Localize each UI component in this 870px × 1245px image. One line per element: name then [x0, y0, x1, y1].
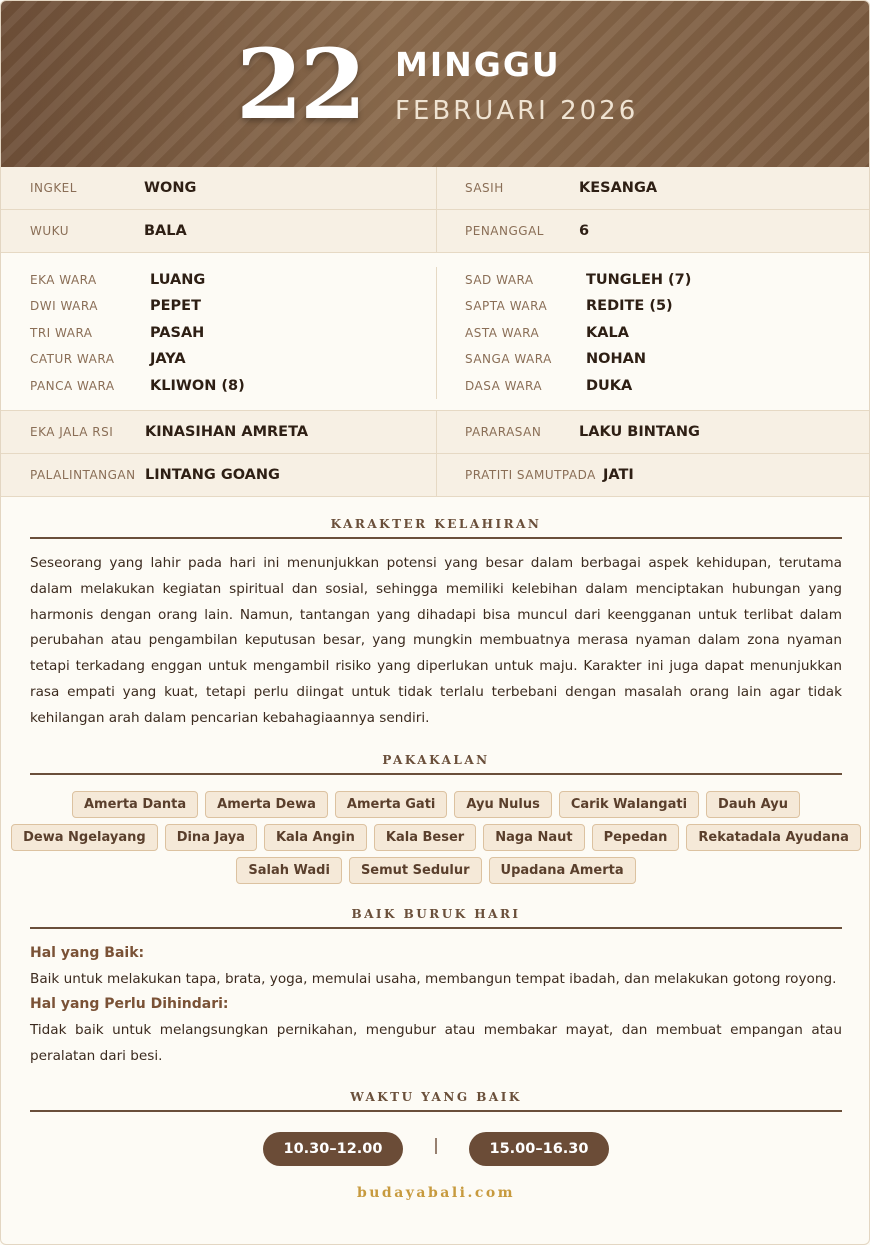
karakter-divider	[30, 537, 842, 539]
panca-wara-value: KLIWON (8)	[150, 377, 245, 394]
wara-row	[436, 293, 870, 319]
wara-row	[1, 293, 436, 319]
month-year: FEBRUARI 2026	[395, 96, 639, 126]
penanggal-cell	[436, 210, 870, 253]
avoid-heading: Hal yang Perlu Dihindari:	[30, 996, 229, 1012]
sanga-wara-label: SANGA WARA	[465, 352, 552, 367]
pakakalan-divider	[30, 773, 842, 775]
chip-row	[23, 824, 849, 851]
pakakalan-chips	[23, 791, 849, 890]
catur-wara-label: CATUR WARA	[30, 352, 115, 367]
wara-row	[1, 373, 436, 399]
palalintangan-cell	[1, 454, 436, 497]
day-name: MINGGU	[395, 45, 561, 84]
eka-jala-rsi-cell	[1, 411, 436, 454]
pakakalan-title: PAKAKALAN	[382, 753, 490, 767]
chip-row	[30, 791, 842, 818]
good-heading: Hal yang Baik:	[30, 945, 145, 961]
time-slot-2: 15.00–16.30	[469, 1132, 609, 1166]
waktu-title: WAKTU YANG BAIK	[350, 1090, 522, 1104]
good-text: Baik untuk melakukan tapa, brata, yoga, memulai usaha, membangun tempat ibadah, dan melakukan gotong royong.	[30, 971, 837, 987]
pratiti-value: JATI	[603, 467, 634, 483]
site-footer: budayabali.com	[356, 1185, 516, 1201]
info-row-wuku-penanggal	[1, 210, 870, 253]
palalintangan-value: LINTANG GOANG	[145, 467, 280, 483]
asta-wara-value: KALA	[586, 324, 629, 341]
dasa-wara-label: DASA WARA	[465, 378, 543, 393]
time-separator	[435, 1138, 437, 1154]
time-slot-1: 10.30–12.00	[263, 1132, 403, 1166]
ingkel-cell	[1, 167, 436, 210]
pakakalan-chip: Rekatadala Ayudana	[686, 824, 861, 851]
wuku-label: WUKU	[30, 224, 69, 238]
chip-row	[30, 857, 842, 884]
wara-row	[436, 267, 870, 293]
wara-row	[436, 346, 870, 372]
tri-wara-label: TRI WARA	[30, 325, 93, 340]
dwi-wara-label: DWI WARA	[30, 299, 98, 314]
eka-wara-label: EKA WARA	[30, 273, 97, 287]
pakakalan-chip: Dina Jaya	[165, 824, 257, 851]
eka-jala-rsi-value: KINASIHAN AMRETA	[145, 424, 309, 440]
pakakalan-chip: Amerta Danta	[72, 791, 198, 818]
sad-wara-value: TUNGLEH (7)	[586, 272, 692, 288]
sapta-wara-label: SAPTA WARA	[465, 299, 548, 314]
penanggal-value: 6	[579, 223, 590, 239]
eka-wara-value: LUANG	[150, 272, 206, 288]
baik-buruk-title: BAIK BURUK HARI	[351, 907, 521, 921]
sasih-cell	[436, 167, 870, 210]
tri-wara-value: PASAH	[150, 324, 205, 341]
wara-row	[436, 320, 870, 346]
wara-column-left	[1, 267, 436, 399]
pakakalan-chip: Dauh Ayu	[706, 791, 800, 818]
pratiti-label: PRATITI SAMUTPADA	[465, 468, 596, 482]
pakakalan-chip: Amerta Dewa	[205, 791, 328, 818]
pratiti-cell	[436, 454, 870, 497]
panca-wara-label: PANCA WARA	[30, 378, 115, 393]
pakakalan-chip: Kala Beser	[374, 824, 476, 851]
karakter-text: Seseorang yang lahir pada hari ini menunjukkan potensi yang besar dalam berbagai aspek kehidupan, terutama dalam melakukan kegiatan spiritual dan sosial, sehingga memiliki kelebihan dalam menciptakan hubungan yang harmonis dengan orang lain. Namun, tantangan yang dihadapi bisa muncul dari keengganan untuk terlibat dalam perubahan atau pengambilan keputusan besar, yang mungkin membuatnya merasa nyaman dalam zona nyaman tetapi terkadang enggan untuk mengambil risiko yang diperlukan untuk maju. Karakter ini juga dapat menunjukkan rasa empati yang kuat, tetapi perlu diingat untuk tidak terlalu terbebani dengan masalah orang lain agar tidak kehilangan arah dalam pencarian kebahagiaannya sendiri.	[30, 555, 842, 726]
pararasan-value: LAKU BINTANG	[579, 424, 700, 440]
pakakalan-chip: Salah Wadi	[236, 857, 342, 884]
pakakalan-chip: Amerta Gati	[335, 791, 447, 818]
karakter-title: KARAKTER KELAHIRAN	[330, 517, 542, 531]
avoid-text: Tidak baik untuk melangsungkan pernikahan, mengubur atau membakar mayat, dan membuat empangan atau peralatan dari besi.	[30, 1022, 842, 1064]
sasih-value: KESANGA	[579, 180, 658, 196]
wuku-cell	[1, 210, 436, 253]
wara-grid	[1, 253, 870, 411]
pakakalan-chip: Upadana Amerta	[489, 857, 636, 884]
asta-wara-label: ASTA WARA	[465, 325, 540, 340]
info-row-ekajala-pararasan	[1, 411, 870, 454]
wara-row	[1, 346, 436, 372]
pakakalan-chip: Naga Naut	[483, 824, 584, 851]
sad-wara-label: SAD WARA	[465, 273, 534, 287]
wara-row	[436, 373, 870, 399]
eka-jala-rsi-label: EKA JALA RSI	[30, 425, 114, 439]
wara-row	[1, 267, 436, 293]
info-row-palalintangan-pratiti	[1, 454, 870, 497]
ingkel-value: WONG	[144, 180, 197, 196]
pararasan-cell	[436, 411, 870, 454]
dwi-wara-value: PEPET	[150, 298, 201, 315]
sapta-wara-value: REDITE (5)	[586, 298, 673, 315]
date-header	[1, 1, 870, 167]
pakakalan-chip: Pepedan	[592, 824, 680, 851]
dasa-wara-value: DUKA	[586, 377, 633, 394]
penanggal-label: PENANGGAL	[465, 224, 544, 238]
waktu-divider	[30, 1110, 842, 1112]
baik-buruk-divider	[30, 927, 842, 929]
sasih-label: SASIH	[465, 181, 504, 195]
pakakalan-chip: Kala Angin	[264, 824, 367, 851]
pakakalan-chip: Dewa Ngelayang	[11, 824, 158, 851]
wuku-value: BALA	[144, 223, 187, 239]
sanga-wara-value: NOHAN	[586, 351, 646, 368]
pararasan-label: PARARASAN	[465, 425, 542, 439]
ingkel-label: INGKEL	[30, 181, 77, 195]
wara-column-right	[436, 267, 870, 399]
pakakalan-chip: Ayu Nulus	[454, 791, 551, 818]
day-number: 22	[236, 28, 364, 141]
palalintangan-label: PALALINTANGAN	[30, 468, 136, 482]
pakakalan-chip: Carik Walangati	[559, 791, 699, 818]
info-row-ingkel-sasih	[1, 167, 870, 210]
wara-row	[1, 320, 436, 346]
catur-wara-value: JAYA	[150, 351, 186, 368]
pakakalan-chip: Semut Sedulur	[349, 857, 482, 884]
